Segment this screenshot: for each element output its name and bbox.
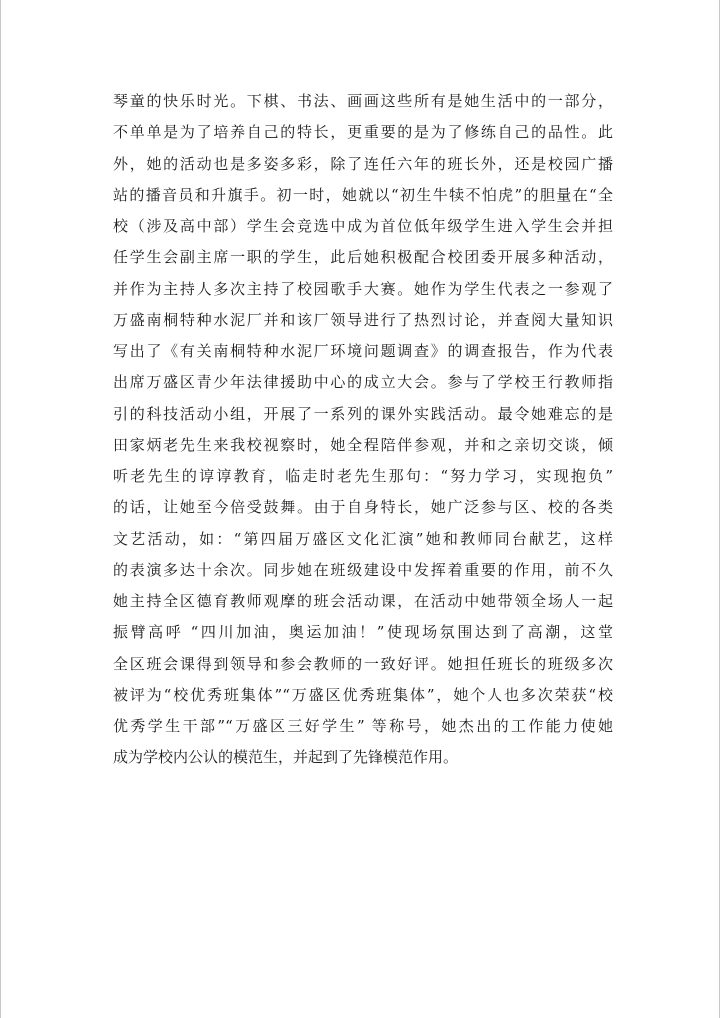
text-line-13: 听老先生的谆谆教育，临走时老先生那句：“努力学习，实现抱负” bbox=[113, 467, 613, 485]
body-paragraph bbox=[113, 86, 613, 774]
text-line-22: 成为学校内公认的模范生，并起到了先锋模范作用。 bbox=[113, 748, 459, 767]
text-line-10: 出席万盛区青少年法律援助中心的成立大会。参与了学校王行教师指 bbox=[113, 373, 613, 392]
text-line-4: 站的播音员和升旗手。初一时，她就以“初生牛犊不怕虎”的胆量在“全 bbox=[113, 185, 613, 204]
text-line-9: 写出了《有关南桐特种水泥厂环境问题调查》的调查报告，作为代表 bbox=[113, 342, 613, 360]
text-line-17: 她主持全区德育教师观摩的班会活动课，在活动中她带领全场人一起 bbox=[113, 592, 613, 610]
text-line-7: 并作为主持人多次主持了校园歌手大赛。她作为学生代表之一参观了 bbox=[113, 279, 613, 298]
text-line-14: 的话，让她至今倍受鼓舞。由于自身特长，她广泛参与区、校的各类 bbox=[113, 498, 613, 517]
text-line-8: 万盛南桐特种水泥厂并和该厂领导进行了热烈讨论，并查阅大量知识 bbox=[113, 310, 613, 329]
text-line-18: 振臂高呼 “四川加油，奥运加油！”使现场氛围达到了高潮，这堂 bbox=[113, 623, 613, 642]
text-line-12: 田家炳老先生来我校视察时，她全程陪伴参观，并和之亲切交谈，倾 bbox=[113, 435, 613, 454]
text-line-20: 被评为“校优秀班集体”“万盛区优秀班集体”，她个人也多次荣获“校 bbox=[113, 685, 613, 704]
text-line-3: 外，她的活动也是多姿多彩，除了连任六年的班长外，还是校园广播 bbox=[113, 154, 613, 173]
text-line-15: 文艺活动，如：“第四届万盛区文化汇演”她和教师同台献艺，这样 bbox=[113, 529, 613, 548]
text-line-2: 不单单是为了培养自己的特长，更重要的是为了修练自己的品性。此 bbox=[113, 123, 613, 142]
text-line-19: 全区班会课得到领导和参会教师的一致好评。她担任班长的班级多次 bbox=[113, 654, 613, 673]
text-line-21: 优秀学生干部”“万盛区三好学生” 等称号，她杰出的工作能力使她 bbox=[113, 717, 613, 735]
text-line-1: 琴童的快乐时光。下棋、书法、画画这些所有是她生活中的一部分， bbox=[113, 92, 613, 110]
text-line-5: 校（涉及高中部）学生会竞选中成为首位低年级学生进入学生会并担 bbox=[113, 217, 613, 235]
text-line-6: 任学生会副主席一职的学生，此后她积极配合校团委开展多种活动， bbox=[113, 248, 613, 267]
text-line-16: 的表演多达十余次。同步她在班级建设中发挥着重要的作用，前不久 bbox=[113, 560, 613, 579]
text-line-11: 引的科技活动小组，开展了一系列的课外实践活动。最令她难忘的是 bbox=[113, 404, 613, 423]
